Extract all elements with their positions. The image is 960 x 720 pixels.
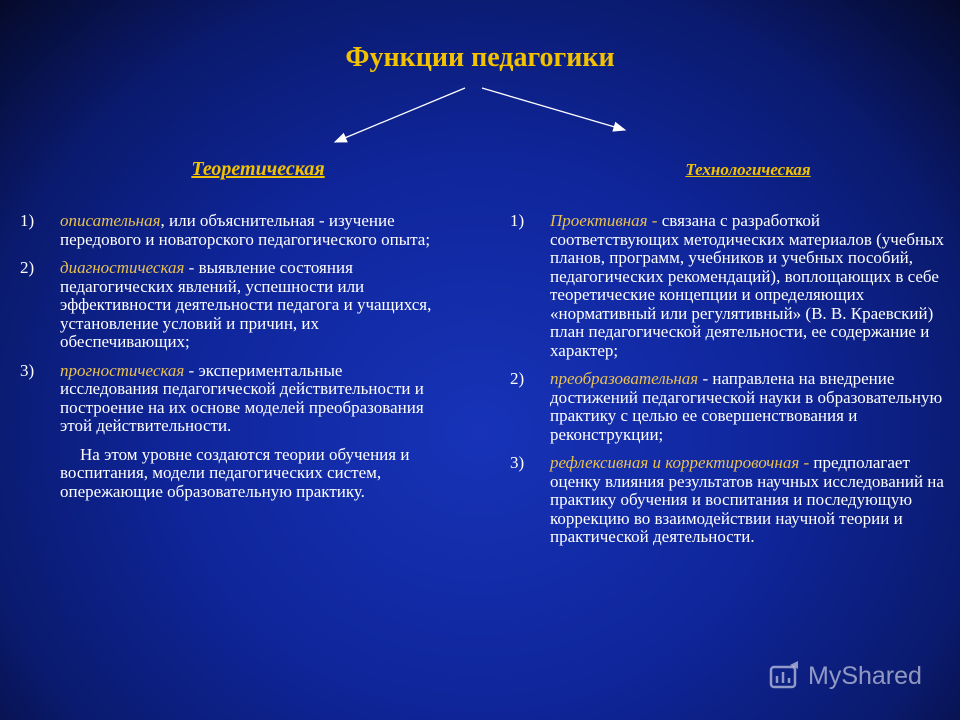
item-number: 1) bbox=[20, 211, 35, 230]
theory-note: На этом уровне создаются теории обучения и воспитания, модели педагогических систем, опережающие образовательную практику. bbox=[60, 444, 410, 501]
item-text: предполагает оценку влияния результатов научных исследований на практику обучения и воспитания и последующую коррекцию во взаимодействии научной теории и практической деятельности. bbox=[550, 453, 944, 546]
item-term: преобразовательная bbox=[550, 369, 699, 388]
theoretical-column bbox=[20, 212, 440, 501]
item-number: 3) bbox=[20, 360, 35, 380]
heading-technological: Технологическая bbox=[685, 160, 811, 179]
item-text: связана с разработкой соответствующих методических материалов (учебных планов, программ, учебников и учебных пособий, педагогических рекомендаций), воплощающих в себе теоретические концепции и определяющих «нормативный или регулятивный» (В. В. Краевский) план педагогической деятельности, ее содержание и характер; bbox=[550, 211, 945, 360]
item-term: описательная bbox=[60, 211, 161, 230]
list-item bbox=[20, 259, 440, 352]
item-text: , или объяснительная - изучение передового и новаторского педагогического опыта; bbox=[60, 211, 431, 249]
arrow-right bbox=[482, 88, 625, 130]
item-term: Проективная - bbox=[550, 211, 662, 230]
item-term: прогностическая bbox=[60, 360, 185, 380]
myshared-watermark bbox=[768, 658, 922, 694]
list-item bbox=[20, 212, 440, 249]
watermark-text: MyShared bbox=[808, 661, 922, 690]
slide-title: Функции педагогики bbox=[345, 42, 615, 73]
item-text: - направлена на внедрение достижений педагогической науки в образовательную практику с целью ее совершенствования и реконструкции; bbox=[550, 369, 943, 444]
myshared-logo-icon bbox=[768, 659, 802, 693]
item-number: 3) bbox=[510, 453, 525, 472]
item-number: 2) bbox=[510, 369, 525, 388]
arrow-left bbox=[335, 88, 465, 142]
heading-theoretical: Теоретическая bbox=[191, 158, 325, 180]
list-item bbox=[510, 454, 950, 547]
item-term: рефлексивная и корректировочная - bbox=[550, 453, 810, 472]
list-item bbox=[20, 362, 440, 436]
list-item bbox=[510, 370, 950, 444]
item-number: 2) bbox=[20, 258, 35, 277]
item-text: - выявление состояния педагогических явлений, успешности или эффективности деятельности педагога и учащихся, установление условий и причин, их обеспечивающих; bbox=[60, 258, 432, 351]
item-text: - экспериментальные исследования педагогической действительности и построение на их основе моделей преобразования этой действительности. bbox=[60, 360, 424, 435]
technological-column bbox=[510, 212, 950, 557]
item-number: 1) bbox=[510, 211, 525, 230]
item-term: диагностическая bbox=[60, 258, 185, 277]
list-item bbox=[510, 212, 950, 360]
